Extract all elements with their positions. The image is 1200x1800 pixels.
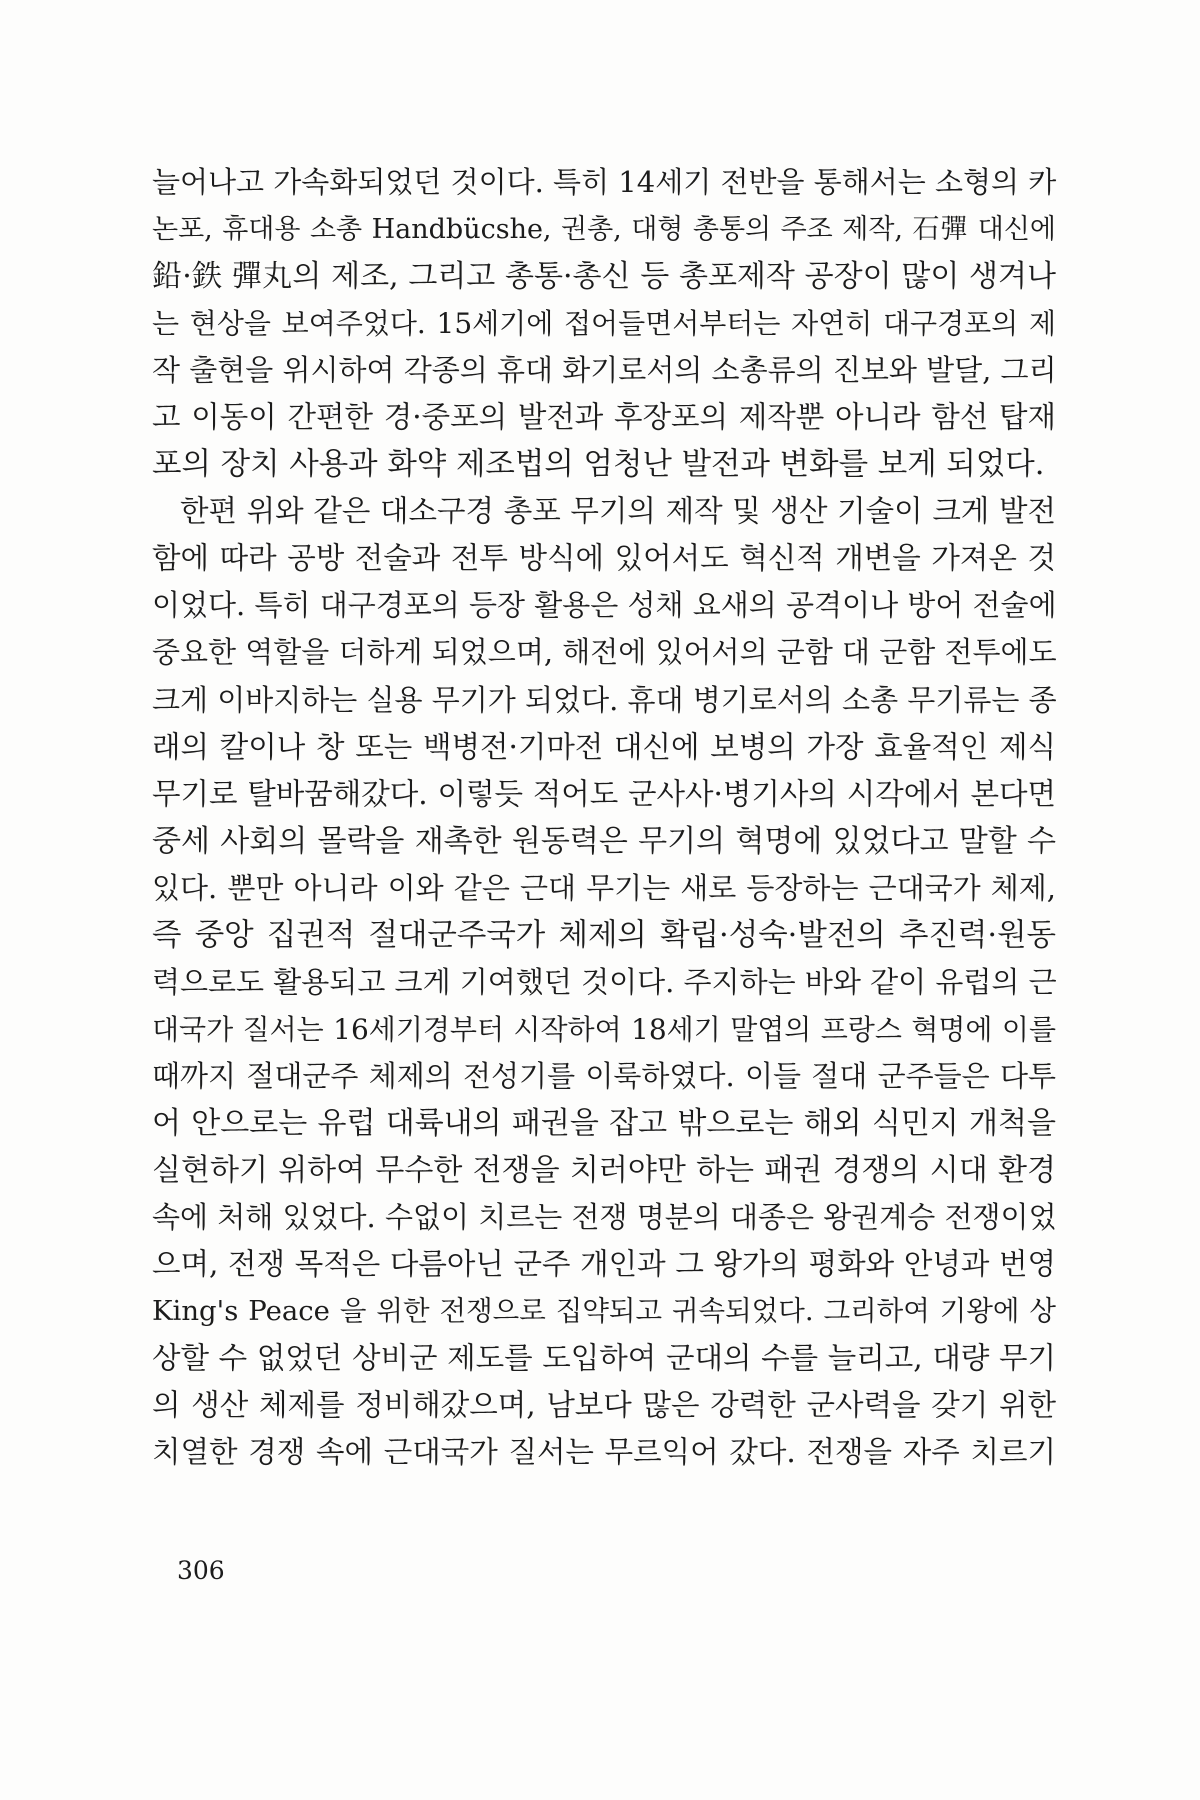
text-line: 중요한 역할을 더하게 되었으며, 해전에 있어서의 군함 대 군함 전투에도 — [152, 635, 1057, 670]
text-line: 상할 수 없었던 상비군 제도를 도입하여 군대의 수를 늘리고, 대량 무기 — [152, 1341, 1056, 1376]
text-line: 고 이동이 간편한 경·중포의 발전과 후장포의 제작뿐 아니라 함선 탑재 — [152, 400, 1056, 435]
text-line: 한편 위와 같은 대소구경 총포 무기의 제작 및 생산 기술이 크게 발전 — [180, 494, 1056, 529]
text-line: 래의 칼이나 창 또는 백병전·기마전 대신에 보병의 가장 효율적인 제식 — [152, 729, 1056, 764]
text-line: 때까지 절대군주 체제의 전성기를 이룩하였다. 이들 절대 군주들은 다투 — [152, 1058, 1056, 1093]
text-line: 력으로도 활용되고 크게 기여했던 것이다. 주지하는 바와 같이 유럽의 근 — [152, 964, 1057, 999]
text-line: 의 생산 체제를 정비해갔으며, 남보다 많은 강력한 군사력을 갖기 위한 — [152, 1388, 1056, 1423]
text-line: 으며, 전쟁 목적은 다름아닌 군주 개인과 그 왕가의 평화와 안녕과 번영 — [152, 1247, 1056, 1282]
text-line: 치열한 경쟁 속에 근대국가 질서는 무르익어 갔다. 전쟁을 자주 치르기 — [152, 1435, 1056, 1470]
text-line: 크게 이바지하는 실용 무기가 되었다. 휴대 병기로서의 소총 무기류는 종 — [152, 682, 1057, 717]
text-line: 무기로 탈바꿈해갔다. 이렇듯 적어도 군사사·병기사의 시각에서 본다면 — [152, 776, 1056, 811]
paragraph-1 — [152, 159, 1056, 488]
text-line: 어 안으로는 유럽 대륙내의 패권을 잡고 밖으로는 해외 식민지 개척을 — [152, 1105, 1056, 1141]
text-line: 즉 중앙 집권적 절대군주국가 체제의 확립·성숙·발전의 추진력·원동 — [152, 917, 1056, 953]
page-number: 306 — [177, 1556, 225, 1585]
text-line: 대국가 질서는 16세기경부터 시작하여 18세기 말엽의 프랑스 혁명에 이를 — [152, 1012, 1056, 1046]
text-line: 실현하기 위하여 무수한 전쟁을 치러야만 하는 패권 경쟁의 시대 환경 — [152, 1152, 1056, 1188]
text-line: 있다. 뿐만 아니라 이와 같은 근대 무기는 새로 등장하는 근대국가 체제, — [152, 870, 1056, 905]
text-line: 는 현상을 보여주었다. 15세기에 접어들면서부터는 자연히 대구경포의 제 — [152, 307, 1056, 341]
text-line: 중세 사회의 몰락을 재촉한 원동력은 무기의 혁명에 있었다고 말할 수 — [152, 823, 1056, 859]
text-line: 鉛·鉄 彈丸의 제조, 그리고 총통·총신 등 총포제작 공장이 많이 생겨나 — [152, 259, 1056, 295]
text-line: 논포, 휴대용 소총 Handbücshe, 권총, 대형 총통의 주조 제작, 石彈 대신에 — [152, 214, 1056, 246]
text-line: 포의 장치 사용과 화약 제조법의 엄청난 발전과 변화를 보게 되었다. — [152, 447, 1045, 483]
text-line: 작 출현을 위시하여 각종의 휴대 화기로서의 소총류의 진보와 발달, 그리 — [152, 353, 1057, 388]
text-line: 늘어나고 가속화되었던 것이다. 특히 14세기 전반을 통해서는 소형의 카 — [152, 165, 1057, 199]
body-text — [152, 159, 1056, 1476]
text-line: 함에 따라 공방 전술과 전투 방식에 있어서도 혁신적 개변을 가져온 것 — [152, 541, 1056, 576]
text-line: 속에 처해 있었다. 수없이 치르는 전쟁 명분의 대종은 왕권계승 전쟁이었 — [152, 1200, 1057, 1235]
text-line: 이었다. 특히 대구경포의 등장 활용은 성채 요새의 공격이나 방어 전술에 — [152, 588, 1057, 623]
text-line: King's Peace 을 위한 전쟁으로 집약되고 귀속되었다. 그리하여 기왕에 상 — [152, 1295, 1056, 1328]
paragraph-2 — [152, 488, 1056, 1476]
